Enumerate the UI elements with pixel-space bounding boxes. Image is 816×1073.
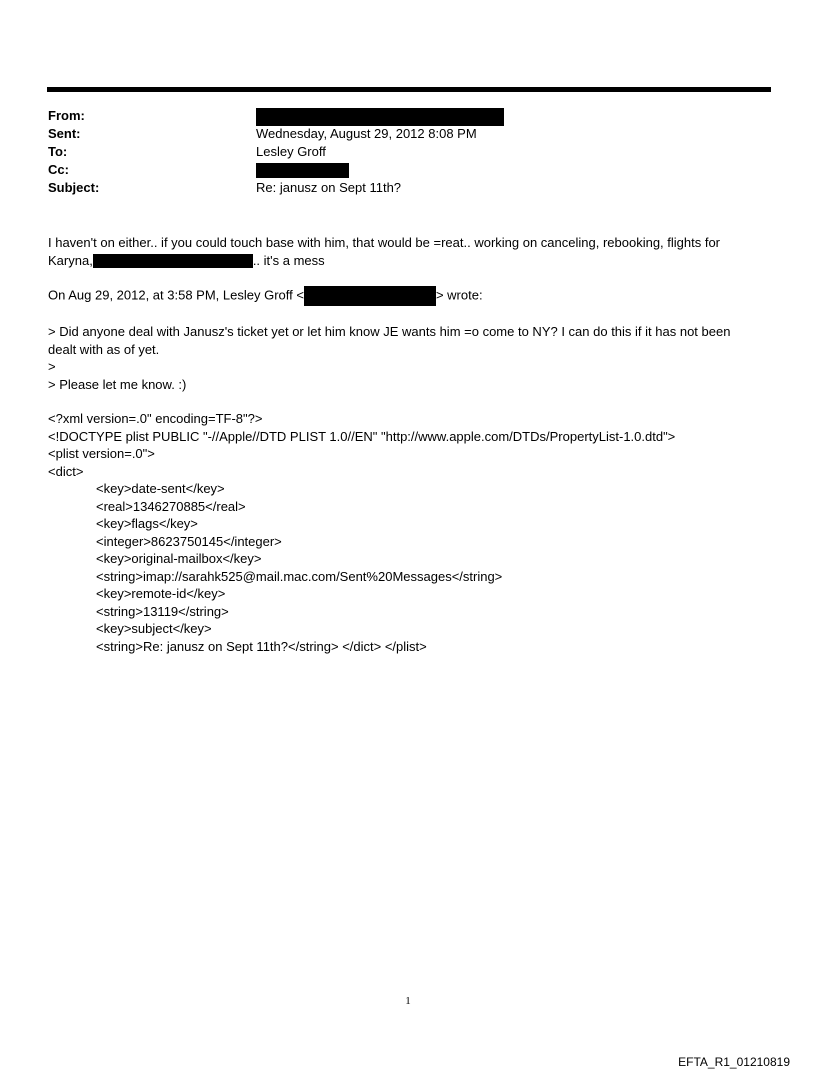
redaction-box — [93, 254, 253, 268]
body-line — [48, 252, 768, 270]
redaction-box — [256, 108, 504, 126]
xml-line: <key>remote-id</key> — [96, 586, 226, 601]
body-text: On Aug 29, 2012, at 3:58 PM, Lesley Groff < — [48, 287, 304, 303]
xml-line: <key>flags</key> — [96, 516, 198, 531]
xml-line: <integer>8623750145</integer> — [96, 533, 282, 549]
quoted-line: dealt with as of yet. — [48, 341, 160, 357]
subject-label: Subject: — [48, 180, 100, 195]
email-body — [48, 234, 768, 655]
redaction-box — [304, 286, 436, 306]
redaction-box — [256, 163, 349, 178]
xml-line: <key>original-mailbox</key> — [96, 551, 262, 566]
sent-value: Wednesday, August 29, 2012 8:08 PM — [256, 126, 477, 141]
xml-line: <dict> — [48, 463, 84, 479]
quoted-line: > Please let me know. :) — [48, 376, 187, 392]
xml-line: <string>13119</string> — [96, 603, 229, 619]
body-text: .. it's a mess — [252, 252, 325, 268]
xml-line: <plist version=.0"> — [48, 446, 155, 461]
from-label: From: — [48, 108, 85, 123]
body-text: Karyna, — [48, 252, 93, 268]
body-line: I haven't on either.. if you could touch base with him, that would be =reat.. working on canceling, rebooking, flights for — [48, 235, 721, 250]
xml-line: <string>imap://sarahk525@mail.mac.com/Sent%20Messages</string> — [96, 568, 503, 584]
bates-number: EFTA_R1_01210819 — [678, 1055, 790, 1069]
quote-intro — [48, 286, 768, 306]
cc-label: Cc: — [48, 162, 69, 177]
xml-line: <key>date-sent</key> — [96, 481, 225, 496]
xml-line: <string>Re: janusz on Sept 11th?</string> </dict> </plist> — [96, 638, 427, 654]
to-label: To: — [48, 144, 68, 159]
quoted-line: > — [48, 359, 56, 374]
xml-line: <?xml version=.0" encoding=TF-8"?> — [48, 411, 263, 426]
quoted-line: > Did anyone deal with Janusz's ticket yet or let him know JE wants him =o come to NY? I can do this if it has not been — [48, 324, 731, 339]
page-number: 1 — [405, 995, 411, 1007]
header-rule — [47, 87, 771, 92]
sent-label: Sent: — [48, 126, 81, 141]
from-value — [256, 107, 504, 126]
xml-line: <real>1346270885</real> — [96, 498, 246, 514]
subject-value: Re: janusz on Sept 11th? — [256, 180, 402, 195]
xml-line: <!DOCTYPE plist PUBLIC "-//Apple//DTD PLIST 1.0//EN" "http://www.apple.com/DTDs/PropertyList-1.0.dtd"> — [48, 428, 676, 444]
cc-value — [256, 161, 349, 179]
body-text: > wrote: — [435, 287, 483, 303]
xml-line: <key>subject</key> — [96, 621, 212, 636]
to-value: Lesley Groff — [256, 144, 326, 159]
